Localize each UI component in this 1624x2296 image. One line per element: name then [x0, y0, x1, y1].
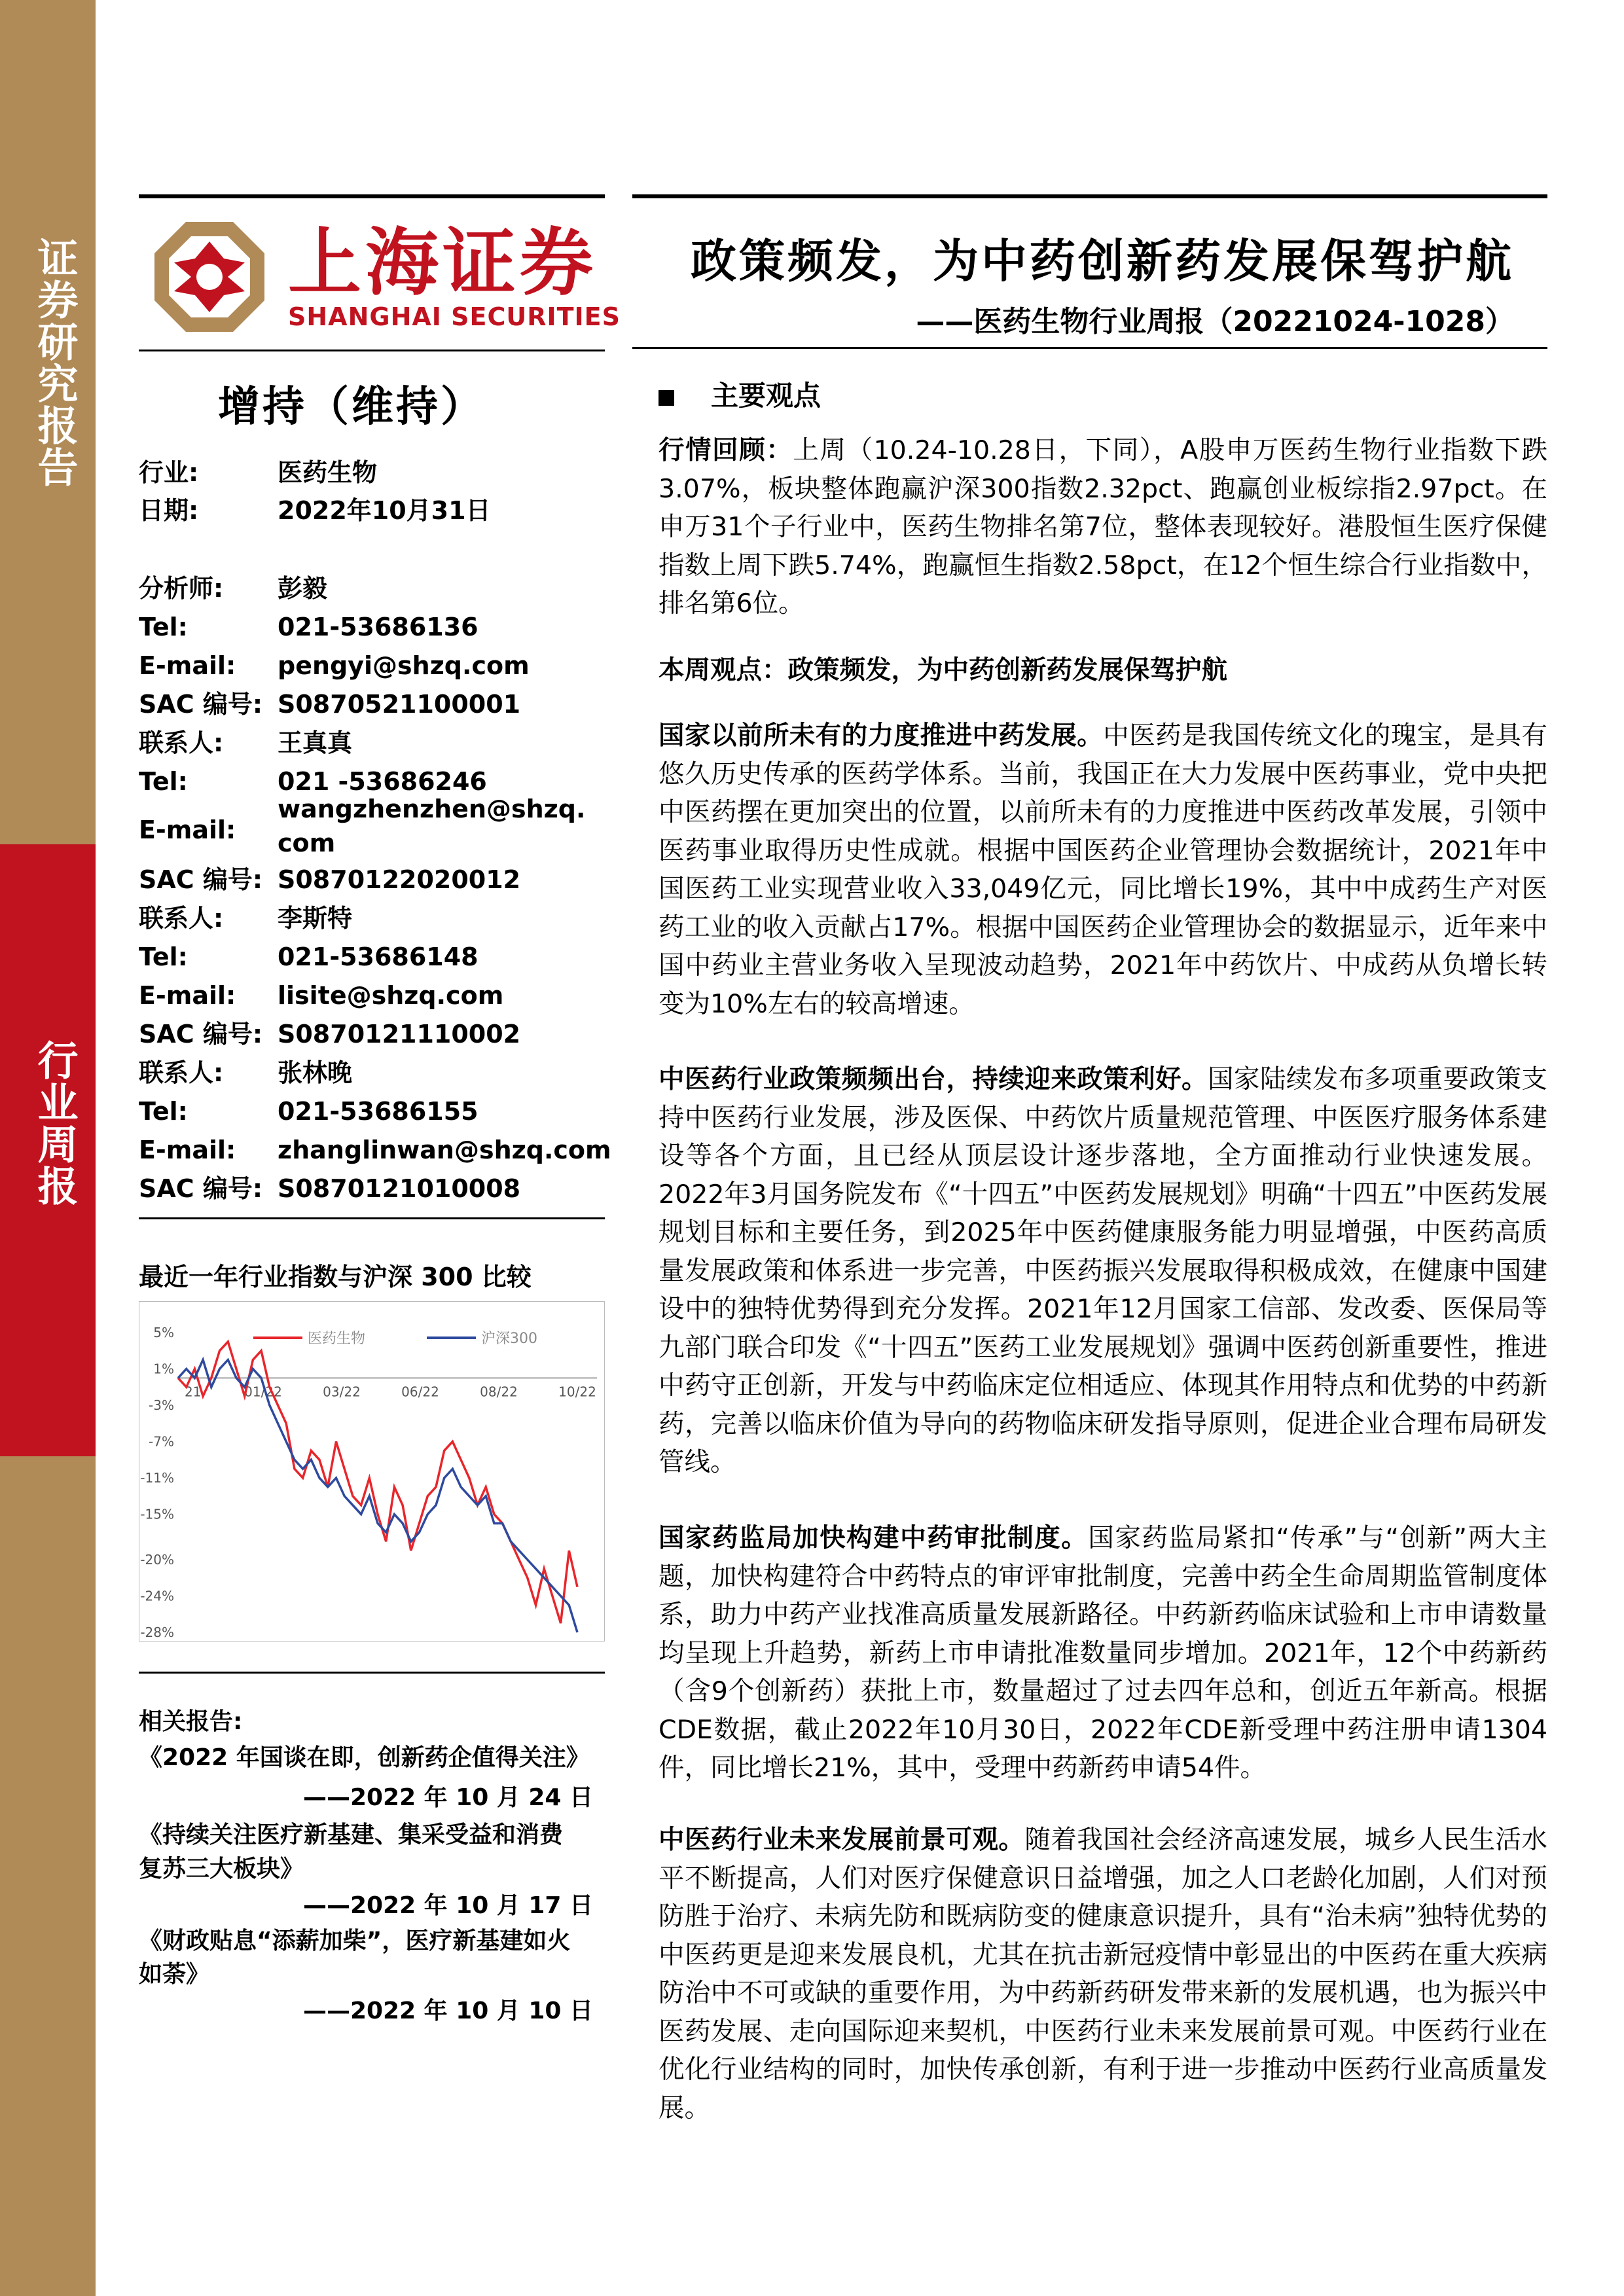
report-subtitle: ——医药生物行业周报（20221024-1028）: [916, 305, 1514, 338]
info-key: SAC 编号:: [139, 865, 263, 894]
info-value: 021-53686148: [278, 942, 478, 971]
logo-english-name: SHANGHAI SECURITIES: [288, 302, 621, 331]
y-tick-label: -20%: [140, 1551, 174, 1568]
paragraph-text: 上周（10.24-10.28日，下同），A股申万医药生物行业指数下跌3.07%，板块整体跑赢沪深300指数2.32pct、跑赢创业板综指2.97pct。在申万31个子行业中，医药生物排名第7位，整体表现较好。港股恒生医疗保健指数上周下跌5.74%，跑赢恒生指数2.58pct，在12个恒生综合行业指数中，排名第6位。: [659, 435, 1548, 619]
x-tick-label: 10/22: [558, 1384, 596, 1400]
related-report-title: 复苏三大板块》: [139, 1856, 304, 1882]
y-tick-label: -7%: [149, 1433, 174, 1450]
y-tick-label: -15%: [140, 1506, 174, 1522]
header-rule-left-sub: [139, 350, 605, 351]
tcm-policy-paragraph: [659, 1060, 1547, 1482]
legend-label-pharma: 医药生物: [308, 1331, 366, 1347]
y-tick-label: -3%: [149, 1397, 174, 1414]
x-tick-label: 01/22: [244, 1384, 282, 1400]
lead-bold: 本周观点：政策频发，为中药创新药发展保驾护航: [659, 655, 1227, 685]
lead-bold: 中医药行业政策频频出台，持续迎来政策利好。: [659, 1064, 1208, 1094]
x-tick-label: 03/22: [323, 1384, 361, 1400]
legend-label-csi300: 沪深300: [481, 1331, 537, 1347]
side-label-report-type: 证券研究报告: [31, 237, 79, 488]
info-value: lisite@shzq.com: [278, 981, 504, 1010]
section-heading: [659, 374, 821, 414]
info-key: SAC 编号:: [139, 1174, 263, 1203]
info-value: pengyi@shzq.com: [278, 651, 530, 680]
bullet-square-icon: [659, 390, 674, 406]
chart-bottom-rule: [139, 1672, 605, 1674]
related-report-date: ——2022 年 10 月 17 日: [302, 1892, 593, 1919]
tcm-outlook-paragraph: [659, 1821, 1547, 2127]
header-rule-left: [139, 194, 605, 198]
info-value: 医药生物: [278, 458, 378, 487]
info-bottom-rule: [139, 1217, 605, 1219]
info-key: E-mail:: [139, 1136, 236, 1164]
info-value: 彭毅: [278, 574, 328, 603]
info-key: 行业:: [139, 458, 199, 487]
x-tick-label: 06/22: [401, 1384, 439, 1400]
related-report-title: 《财政贴息“添薪加柴”，医疗新基建如火: [139, 1928, 571, 1954]
y-tick-label: 1%: [153, 1361, 174, 1377]
chart-frame: [139, 1301, 605, 1641]
y-tick-label: -11%: [140, 1470, 174, 1486]
paragraph-text: 中医药是我国传统文化的瑰宝，是具有悠久历史传承的医药学体系。当前，我国正在大力发展中医药事业，党中央把中医药摆在更加突出的位置，以前所未有的力度推进中医药改革发展，引领中医药事业取得历史性成就。根据中国医药企业管理协会数据统计，2021年中国医药工业实现营业收入33,049亿元，同比增长19%，其中中成药生产对医药工业的收入贡献占17%。根据中国医药企业管理协会的数据显示，近年来中国中药业主营业务收入呈现波动趋势，2021年中药饮片、中成药从负增长转变为10%左右的较高增速。: [659, 721, 1548, 1019]
paragraph-text: 随着我国社会经济高速发展，城乡人民生活水平不断提高，人们对医疗保健意识日益增强，加之人口老龄化加剧，人们对预防胜于治疗、未病先防和既病防变的健康意识提升，具有“治未病”独特优势的中医药更是迎来发展良机，尤其在抗击新冠疫情中彰显出的中医药在重大疾病防治中不可或缺的重要作用，为中药新药研发带来新的发展机遇，也为振兴中医药发展、走向国际迎来契机，中医药行业未来发展前景可观。中医药行业在优化行业结构的同时，加快传承创新，有利于进一步推动中医药行业高质量发展。: [659, 1825, 1548, 2123]
info-value: S0870122020012: [278, 865, 521, 894]
related-report-date: ——2022 年 10 月 24 日: [302, 1784, 593, 1811]
info-key: 分析师:: [139, 574, 224, 603]
rating: 增持（维持）: [218, 383, 485, 431]
info-value: 李斯特: [278, 904, 353, 933]
info-value: 2022年10月31日: [278, 496, 491, 525]
report-title: 政策频发，为中药创新药发展保驾护航: [691, 234, 1514, 288]
info-value: 021-53686155: [278, 1097, 478, 1126]
info-key: 联系人:: [139, 1058, 224, 1087]
y-tick-label: -28%: [140, 1624, 174, 1640]
info-value: S0870521100001: [278, 690, 521, 719]
lead-bold: 中医药行业未来发展前景可观。: [659, 1825, 1025, 1855]
info-key: Tel:: [139, 767, 188, 796]
info-key: SAC 编号:: [139, 690, 263, 719]
info-key: E-mail:: [139, 981, 236, 1010]
x-tick-label: 21: [185, 1384, 202, 1400]
y-tick-label: 5%: [153, 1325, 174, 1340]
header-rule-sub: [632, 347, 1547, 349]
tcm-promotion-paragraph: [659, 717, 1547, 1023]
info-key: 联系人:: [139, 904, 224, 933]
related-report-date: ——2022 年 10 月 10 日: [302, 1998, 593, 2024]
section-heading-text: 主要观点: [711, 380, 821, 412]
market-review-paragraph: [659, 431, 1547, 623]
paragraph-text: 国家陆续发布多项重要政策支持中医药行业发展，涉及医保、中药饮片质量规范管理、中医医疗服务体系建设等各个方面，且已经从顶层设计逐步落地，全方面推动行业快速发展。2022年3月国务院发布《“十四五”中医药发展规划》明确“十四五”中医药发展规划目标和主要任务，到2025年中医药健康服务能力明显增强，中医药高质量发展政策和体系进一步完善，中医药振兴发展取得积极成效，在健康中国建设中的独特优势得到充分发挥。2021年12月国家工信部、发改委、医保局等九部门联合印发《“十四五”医药工业发展规划》强调中医药创新重要性，推进中药守正创新，开发与中药临床定位相适应、体现其作用特点和优势的中药新药，完善以临床价值为导向的药物临床研发指导原则，促进企业合理布局研发管线。: [659, 1064, 1548, 1477]
info-key: Tel:: [139, 613, 188, 641]
info-value: 张林晚: [278, 1058, 353, 1087]
side-label-category: 行业周报: [31, 1039, 79, 1207]
info-value: zhanglinwan@shzq.com: [278, 1136, 611, 1164]
info-value: 021 -53686246: [278, 767, 487, 796]
info-value: wangzhenzhen@shzq.com: [278, 795, 586, 857]
related-report-title: 《2022 年国谈在即，创新药企值得关注》: [139, 1744, 590, 1771]
lead-bold: 国家以前所未有的力度推进中药发展。: [659, 721, 1104, 751]
nmpa-approval-paragraph: [659, 1519, 1547, 1787]
info-key: 日期:: [139, 496, 199, 525]
header-rule-right: [632, 194, 1547, 198]
lead-bold: 国家药监局加快构建中药审批制度。: [659, 1523, 1089, 1553]
info-value: S0870121010008: [278, 1174, 521, 1203]
x-tick-label: 08/22: [480, 1384, 518, 1400]
info-key: Tel:: [139, 942, 188, 971]
y-tick-label: -24%: [140, 1588, 174, 1604]
info-key: E-mail:: [139, 651, 236, 680]
lead-bold: 行情回顾：: [659, 435, 793, 465]
info-value: 021-53686136: [278, 613, 478, 641]
paragraph-text: 国家药监局紧扣“传承”与“创新”两大主题，加快构建符合中药特点的审评审批制度，完善中药全生命周期监管制度体系，助力中药产业找准高质量发展新路径。中药新药临床试验和上市申请数量均呈现上升趋势，新药上市申请批准数量同步增加。2021年，12个中药新药（含9个创新药）获批上市，数量超过了过去四年总和，创近五年新高。根据CDE数据，截止2022年10月30日，2022年CDE新受理中药注册申请1304件，同比增长21%，其中，受理中药新药申请54件。: [659, 1523, 1548, 1783]
related-report-title: 《持续关注医疗新基建、集采受益和消费: [139, 1821, 564, 1848]
info-value: S0870121110002: [278, 1020, 521, 1049]
info-key: E-mail:: [139, 816, 236, 844]
info-key: SAC 编号:: [139, 1020, 263, 1049]
info-key: 联系人:: [139, 728, 224, 757]
logo-chinese-name: 上海证券: [288, 221, 597, 306]
related-reports-header: 相关报告:: [139, 1708, 243, 1735]
info-value: 王真真: [278, 728, 353, 757]
info-key: Tel:: [139, 1097, 188, 1126]
shanghai-securities-logo-icon: [152, 219, 267, 334]
index-comparison-chart: [139, 1301, 605, 1641]
weekly-view-heading: [659, 651, 1547, 690]
chart-title: 最近一年行业指数与沪深 300 比较: [139, 1263, 532, 1291]
related-report-title: 如荼》: [139, 1961, 210, 1988]
